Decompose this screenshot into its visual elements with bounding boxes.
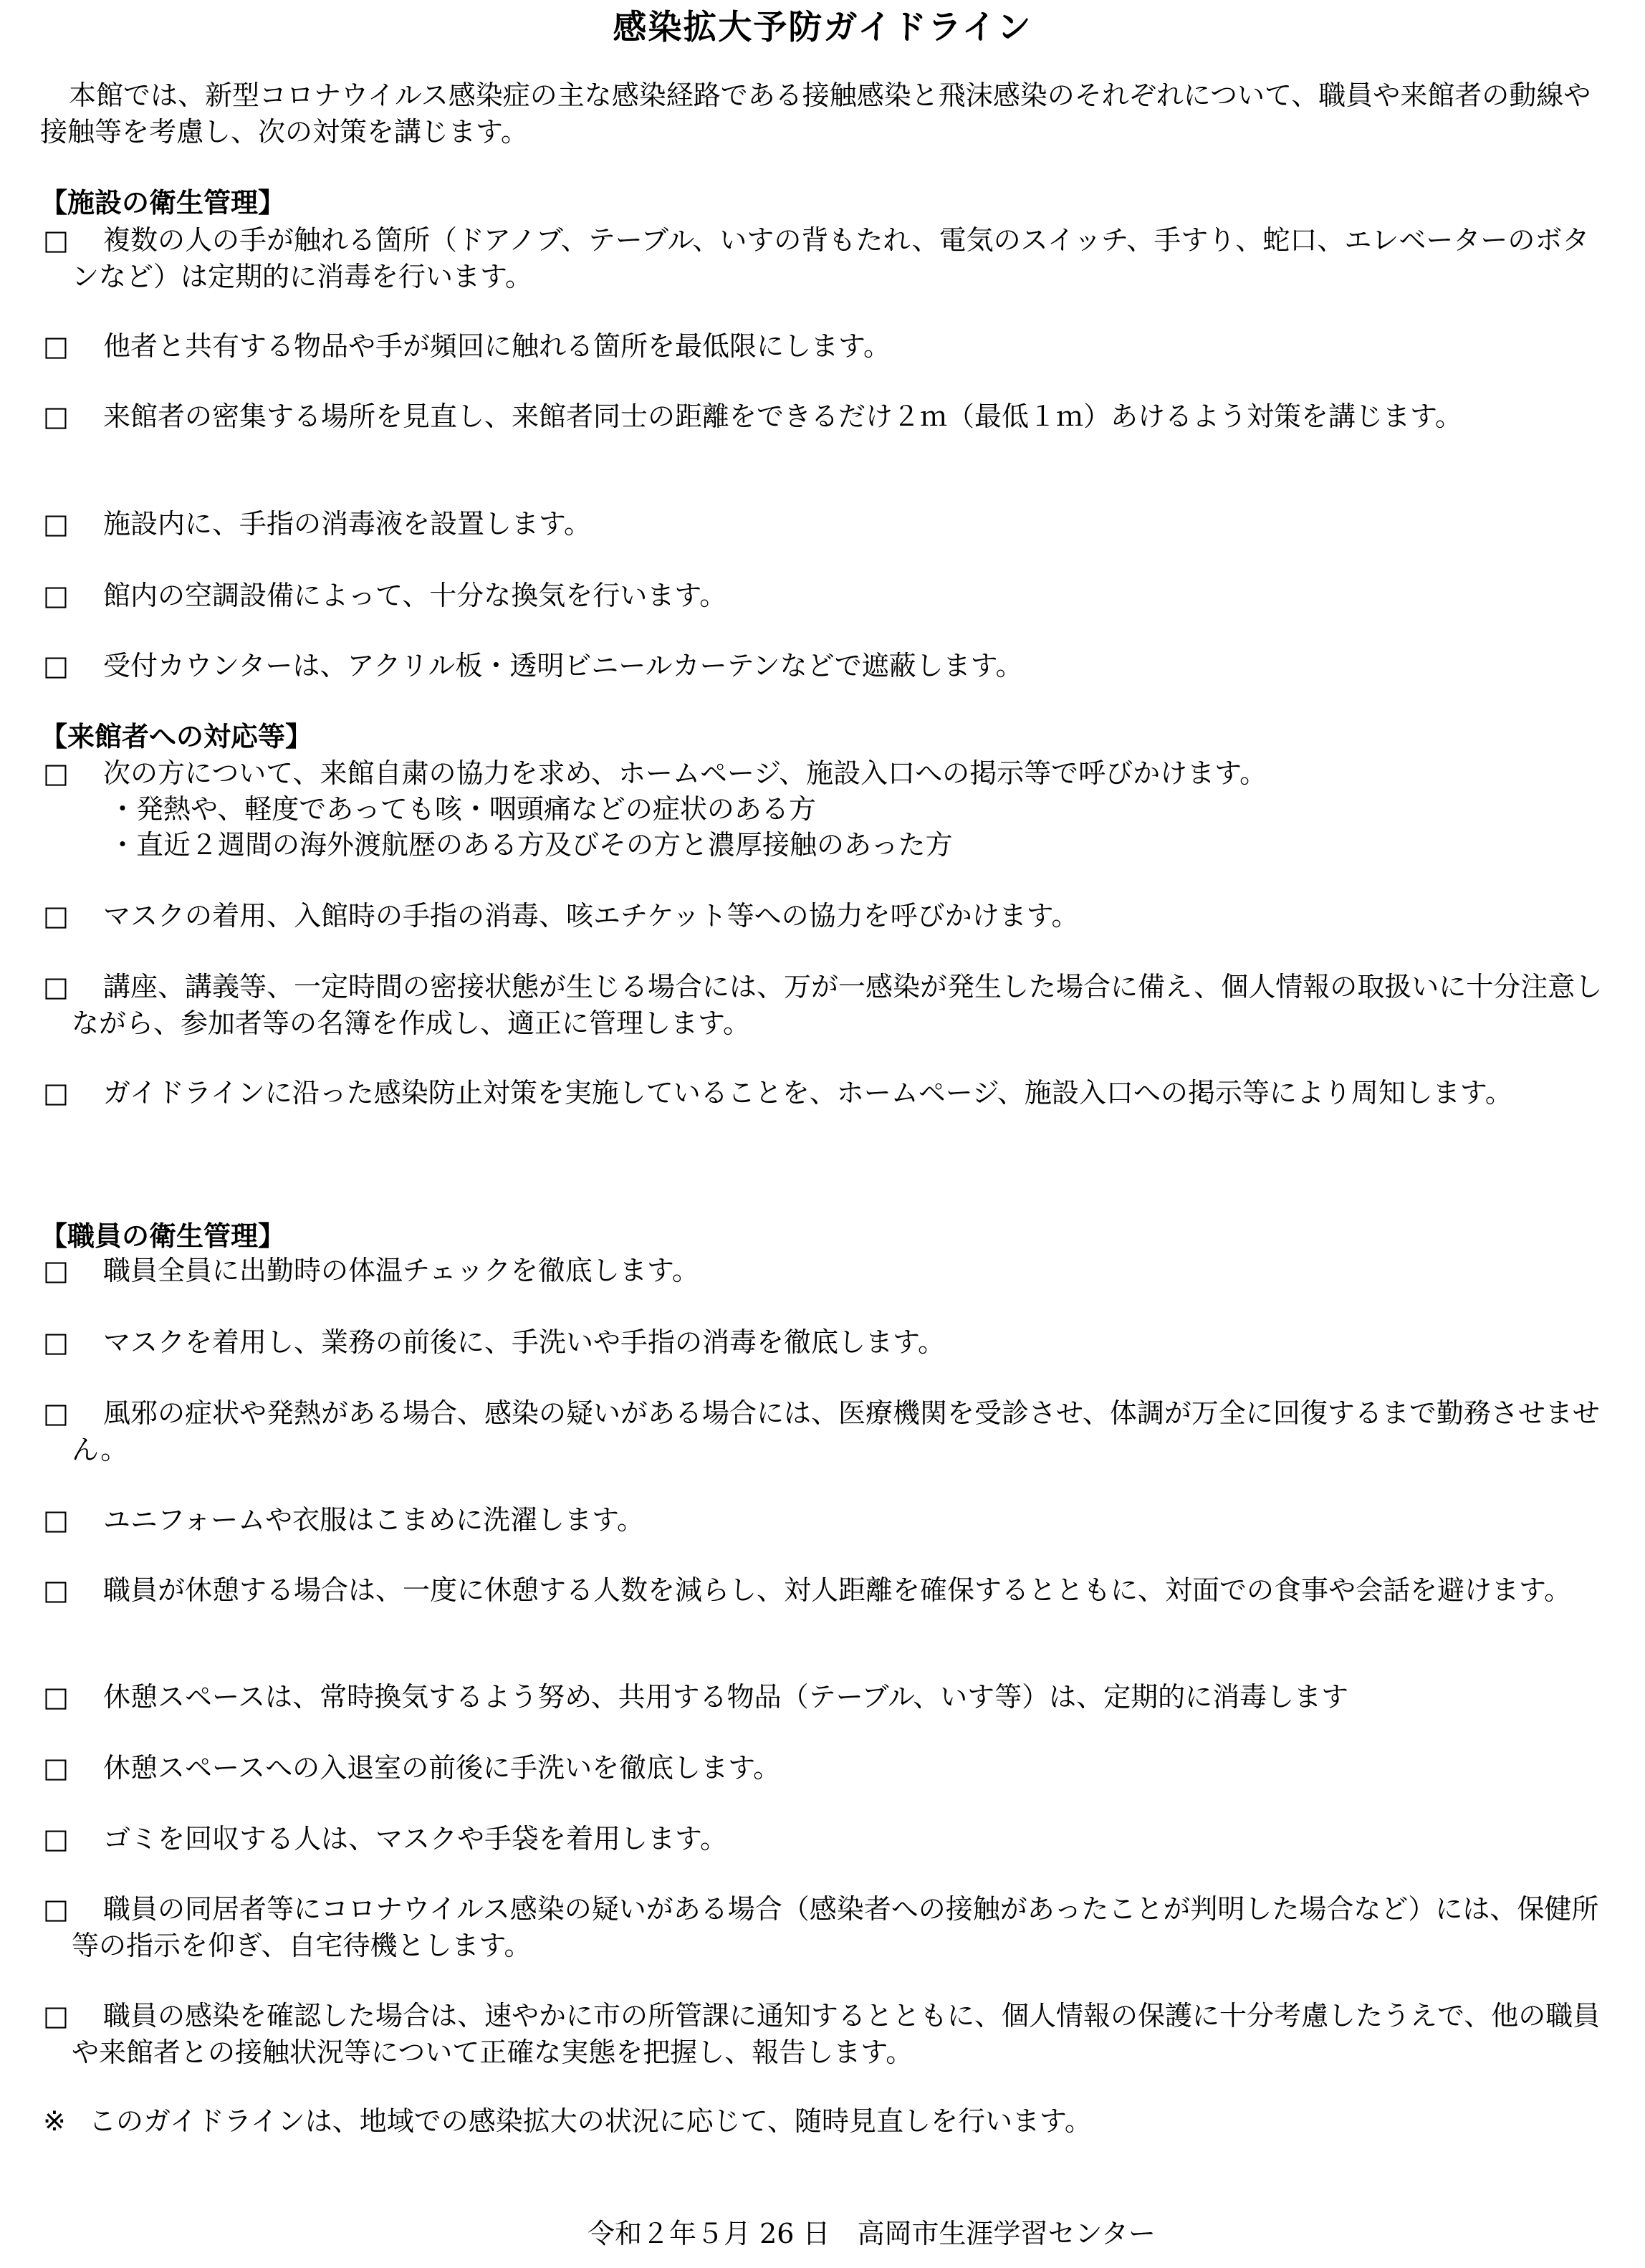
checklist-item-text: 講座、講義等、一定時間の密接状態が生じる場合には、万が一感染が発生した場合に備え、個人情報の取扱いに十分注意しながら、参加者等の名簿を作成し、適正に管理します。 [72, 971, 1603, 1039]
checklist-item-text: 職員全員に出勤時の体温チェックを徹底します。 [103, 1255, 699, 1286]
revision-note-text: このガイドラインは、地域での感染拡大の状況に応じて、随時見直しを行います。 [89, 2105, 1092, 2137]
checklist-item-text: 来館者の密集する場所を見直し、来館者同士の距離をできるだけ２ｍ（最低１ｍ）あけるよう対策を講じます。 [103, 401, 1462, 432]
checklist-item-text: 職員が休憩する場合は、一度に休憩する人数を減らし、対人距離を確保するとともに、対面での食事や会話を避けます。 [103, 1574, 1571, 1606]
checkbox-icon: □ [43, 757, 69, 789]
checklist-item-text: 風邪の症状や発熱がある場合、感染の疑いがある場合には、医療機関を受診させ、体調が万全に回復するまで勤務させません。 [72, 1397, 1600, 1465]
checklist-item [40, 755, 1605, 792]
checklist-item [40, 1253, 1605, 1289]
checkbox-icon: □ [43, 1077, 69, 1109]
section-heading-visitors: 【来館者への対応等】 [40, 721, 313, 752]
checklist-item-text: 職員の同居者等にコロナウイルス感染の疑いがある場合（感染者への接触があったことが判明した場合など）には、保健所等の指示を仰ぎ、自宅待機とします。 [72, 1893, 1599, 1961]
checkbox-icon: □ [43, 1255, 69, 1286]
checklist-item-text: 他者と共有する物品や手が頻回に触れる箇所を最低限にします。 [103, 330, 891, 362]
checklist-item [40, 1750, 1605, 1786]
checklist-item [40, 1502, 1605, 1539]
checklist-item-text: 次の方について、来館自粛の協力を求め、ホームページ、施設入口への掲示等で呼びかけます。 [103, 757, 1267, 789]
checkbox-icon: □ [43, 2000, 69, 2032]
checklist-item [40, 898, 1605, 934]
checklist-item [40, 222, 1605, 295]
checklist-item-text: マスクを着用し、業務の前後に、手洗いや手指の消毒を徹底します。 [103, 1326, 945, 1358]
checkbox-icon: □ [43, 900, 69, 932]
checklist-item-text: 複数の人の手が触れる箇所（ドアノブ、テーブル、いすの背もたれ、電気のスイッチ、手すり、蛇口、エレベーターのボタンなど）は定期的に消毒を行います。 [72, 224, 1590, 292]
checklist-item [40, 578, 1605, 614]
checklist-item-text: ガイドラインに沿った感染防止対策を実施していることを、ホームページ、施設入口への掲示等により周知します。 [103, 1077, 1512, 1109]
checklist-item-text: 休憩スペースは、常時換気するよう努め、共用する物品（テーブル、いす等）は、定期的に消毒します [103, 1681, 1349, 1713]
reference-mark-icon: ※ [43, 2105, 66, 2137]
checkbox-icon: □ [43, 330, 69, 362]
intro-paragraph: 本館では、新型コロナウイルス感染症の主な感染経路である接触感染と飛沫感染のそれぞれについて、職員や来館者の動線や接触等を考慮し、次の対策を講じます。 [40, 80, 1591, 148]
checklist-item [40, 1821, 1605, 1857]
checklist-item [40, 1324, 1605, 1361]
checkbox-icon: □ [43, 1397, 69, 1429]
section-heading-staff: 【職員の衛生管理】 [40, 1220, 286, 1252]
date-and-organization: 令和２年５月 26 日 高岡市生涯学習センター [588, 2218, 1156, 2249]
checkbox-icon: □ [43, 580, 69, 611]
checklist-item-text: ユニフォームや衣服はこまめに洗濯します。 [103, 1504, 645, 1536]
checklist-item [40, 328, 1605, 365]
checklist-item [40, 1075, 1605, 1111]
sub-list-item: ・発熱や、軽度であっても咳・咽頭痛などの症状のある方 [109, 793, 816, 825]
section-heading-facility: 【施設の衛生管理】 [40, 187, 286, 219]
checkbox-icon: □ [43, 224, 69, 256]
checkbox-icon: □ [43, 1326, 69, 1358]
checklist-item-text: 休憩スペースへの入退室の前後に手洗いを徹底します。 [103, 1752, 781, 1784]
checklist-item-text: ゴミを回収する人は、マスクや手袋を着用します。 [103, 1823, 727, 1855]
checkbox-icon: □ [43, 1752, 69, 1784]
checkbox-icon: □ [43, 1504, 69, 1536]
checklist-item-text: 職員の感染を確認した場合は、速やかに市の所管課に通知するとともに、個人情報の保護に十分考慮したうえで、他の職員や来館者との接触状況等について正確な実態を把握し、報告します。 [72, 2000, 1601, 2068]
checklist-item [40, 1891, 1605, 1964]
checkbox-icon: □ [43, 1574, 69, 1606]
checklist-item [40, 969, 1605, 1042]
checkbox-icon: □ [43, 1823, 69, 1855]
document-title: 感染拡大予防ガイドライン [613, 8, 1032, 47]
checkbox-icon: □ [43, 650, 69, 681]
checkbox-icon: □ [43, 508, 69, 540]
checkbox-icon: □ [43, 971, 69, 1003]
checklist-item [40, 398, 1605, 435]
checkbox-icon: □ [43, 1893, 69, 1925]
sub-list-item: ・直近２週間の海外渡航歴のある方及びその方と濃厚接触のあった方 [109, 829, 953, 861]
checklist-item-text: 受付カウンターは、アクリル板・透明ビニールカーテンなどで遮蔽します。 [103, 650, 1023, 681]
checklist-item-text: 館内の空調設備によって、十分な換気を行います。 [103, 580, 727, 611]
revision-note [40, 2103, 1605, 2140]
checklist-item [40, 1679, 1605, 1716]
checklist-item [40, 1395, 1605, 1468]
checklist-item [40, 1998, 1605, 2071]
checklist-item-text: マスクの着用、入館時の手指の消毒、咳エチケット等への協力を呼びかけます。 [103, 900, 1079, 932]
checklist-item-text: 施設内に、手指の消毒液を設置します。 [103, 508, 591, 540]
checkbox-icon: □ [43, 401, 69, 432]
checklist-item [40, 648, 1605, 684]
checklist-item [40, 1572, 1605, 1609]
checklist-item [40, 506, 1605, 542]
checkbox-icon: □ [43, 1681, 69, 1713]
